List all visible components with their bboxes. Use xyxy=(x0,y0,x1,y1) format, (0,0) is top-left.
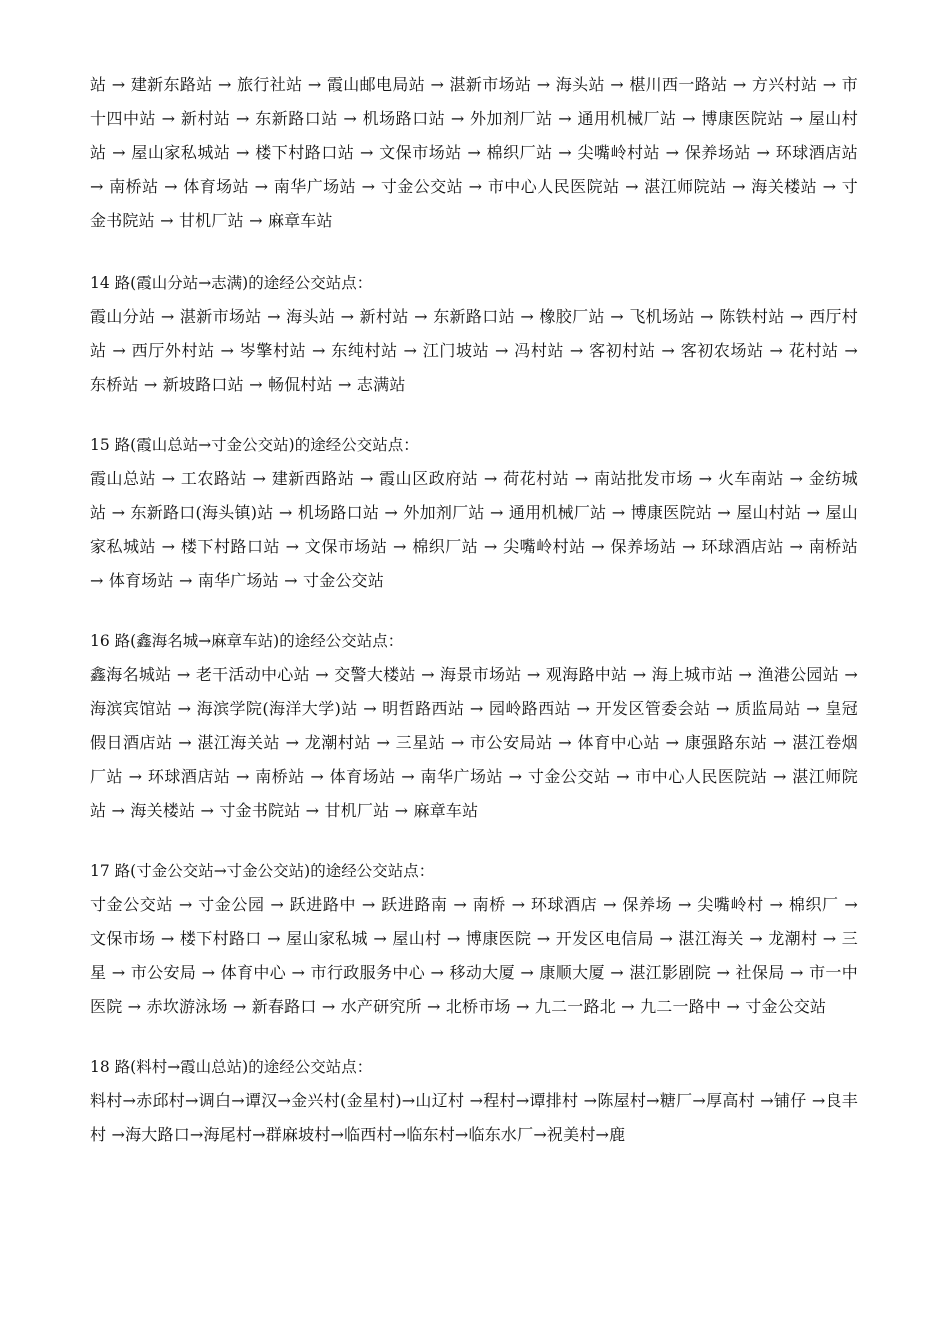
document-page xyxy=(90,68,858,1178)
stop-list: 霞山分站 → 湛新市场站 → 海头站 → 新村站 → 东新路口站 → 橡胶厂站 → 飞机场站 → 陈铁村站 → 西厅村站 → 西厅外村站 → 岑擎村站 → 东纯村站 → 江门坡站 → 冯村站 → 客初村站 → 客初农场站 → 花村站 → 东桥站 → 新坡路口站 → 畅侃村站 → 志满站 xyxy=(90,307,858,394)
route-heading: 16 路(鑫海名城→麻章车站)的途经公交站点： xyxy=(90,632,404,650)
section-route-16 xyxy=(90,624,858,828)
route-heading: 17 路(寸金公交站→寸金公交站)的途经公交站点： xyxy=(90,862,435,880)
route-heading: 15 路(霞山总站→寸金公交站)的途经公交站点： xyxy=(90,436,419,454)
route-heading: 18 路(料村→霞山总站)的途经公交站点： xyxy=(90,1058,373,1076)
section-route-18 xyxy=(90,1050,858,1152)
stop-list: 料村→赤邱村→调白→谭汉→金兴村(金星村)→山辽村 →程村→谭排村 →陈屋村→糖厂→厚高村 →铺仔 →良丰村 →海大路口→海尾村→群麻坡村→临西村→临东村→临东水厂→祝美村→鹿 xyxy=(90,1091,858,1144)
stop-list: 寸金公交站 → 寸金公园 → 跃进路中 → 跃进路南 → 南桥 → 环球酒店 → 保养场 → 尖嘴岭村 → 棉织厂 → 文保市场 → 楼下村路口 → 屋山家私城 → 屋山村 → 博康医院 → 开发区电信局 → 湛江海关 → 龙潮村 → 三星 → 市公安局 → 体育中心 → 市行政服务中心 → 移动大厦 → 康顺大厦 → 湛江影剧院 → 社保局 → 市一中医院 → 赤坎游泳场 → 新春路口 → 水产研究所 → 北桥市场 → 九二一路北 → 九二一路中 → 寸金公交站 xyxy=(90,895,858,1016)
stop-list: 鑫海名城站 → 老干活动中心站 → 交警大楼站 → 海景市场站 → 观海路中站 → 海上城市站 → 渔港公园站 → 海滨宾馆站 → 海滨学院(海洋大学)站 → 明哲路西站 → 园岭路西站 → 开发区管委会站 → 质监局站 → 皇冠假日酒店站 → 湛江海关站 → 龙潮村站 → 三星站 → 市公安局站 → 体育中心站 → 康强路东站 → 湛江卷烟厂站 → 环球酒店站 → 南桥站 → 体育场站 → 南华广场站 → 寸金公交站 → 市中心人民医院站 → 湛江师院站 → 海关楼站 → 寸金书院站 → 甘机厂站 → 麻章车站 xyxy=(90,665,858,820)
stop-list: 站 → 建新东路站 → 旅行社站 → 霞山邮电局站 → 湛新市场站 → 海头站 → 椹川西一路站 → 方兴村站 → 市十四中站 → 新村站 → 东新路口站 → 机场路口站 → 外加剂厂站 → 通用机械厂站 → 博康医院站 → 屋山村站 → 屋山家私城站 → 楼下村路口站 → 文保市场站 → 棉织厂站 → 尖嘴岭村站 → 保养场站 → 环球酒店站 → 南桥站 → 体育场站 → 南华广场站 → 寸金公交站 → 市中心人民医院站 → 湛江师院站 → 海关楼站 → 寸金书院站 → 甘机厂站 → 麻章车站 xyxy=(90,75,858,230)
stop-list: 霞山总站 → 工农路站 → 建新西路站 → 霞山区政府站 → 荷花村站 → 南站批发市场 → 火车南站 → 金纺城站 → 东新路口(海头镇)站 → 机场路口站 → 外加剂厂站 → 通用机械厂站 → 博康医院站 → 屋山村站 → 屋山家私城站 → 楼下村路口站 → 文保市场站 → 棉织厂站 → 尖嘴岭村站 → 保养场站 → 环球酒店站 → 南桥站 → 体育场站 → 南华广场站 → 寸金公交站 xyxy=(90,469,858,590)
section-route-14 xyxy=(90,266,858,402)
route-heading: 14 路(霞山分站→志满)的途经公交站点： xyxy=(90,274,373,292)
section-route-15 xyxy=(90,428,858,598)
section-route-17 xyxy=(90,854,858,1024)
section-continued xyxy=(90,68,858,238)
